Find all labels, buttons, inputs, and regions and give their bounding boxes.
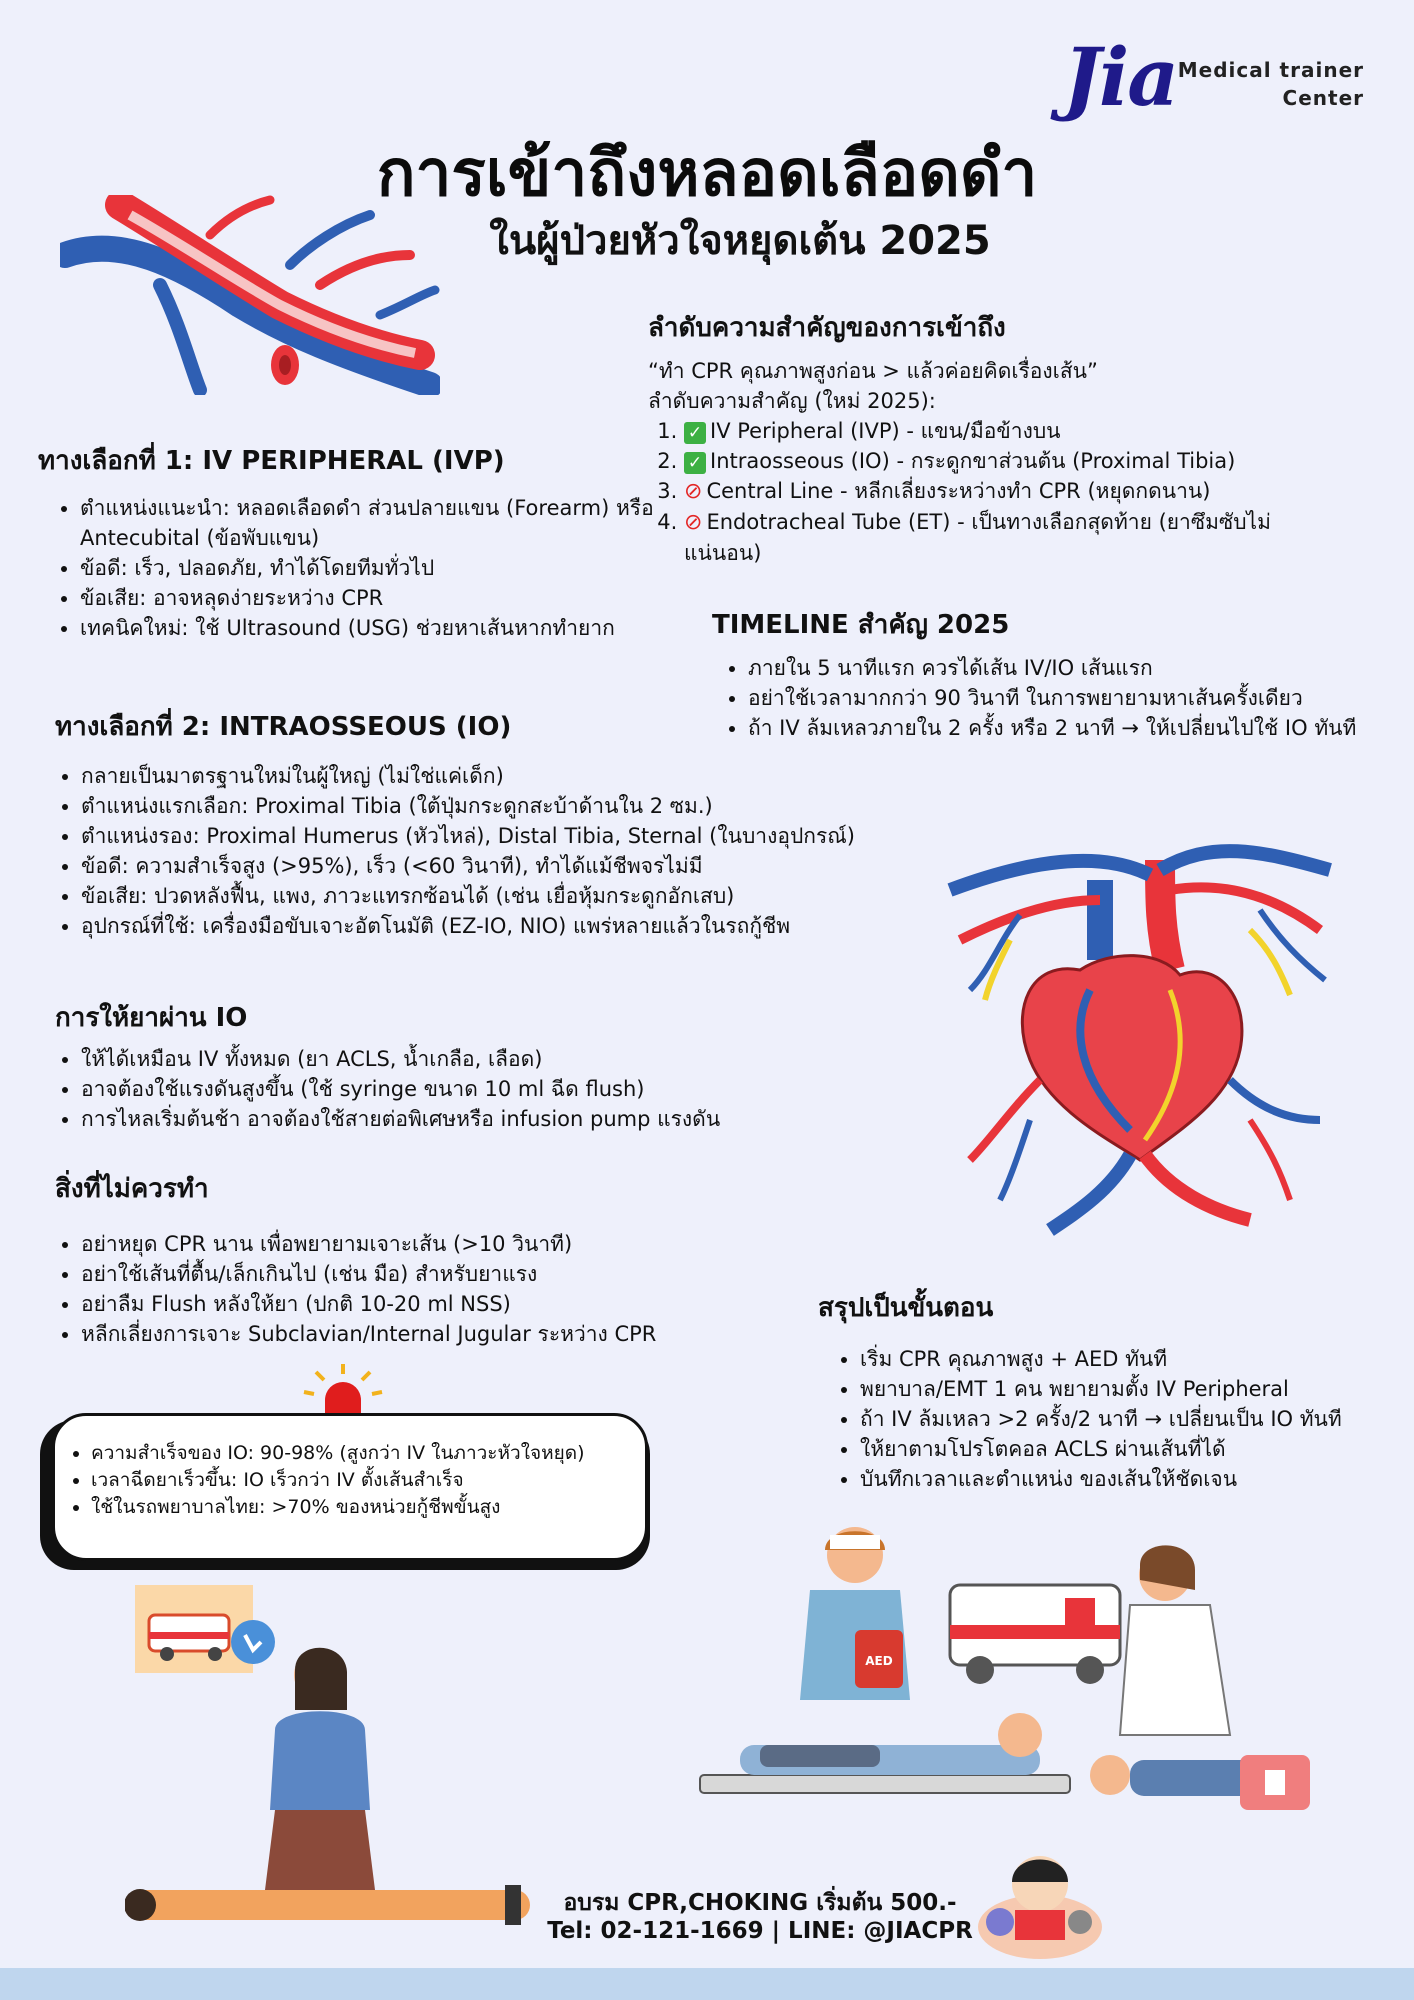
stats-list	[55, 1440, 645, 1521]
list-item: • ข้อดี: ความสำเร็จสูง (>95%), เร็ว (<60 วินาที), ทำได้แม้ชีพจรไม่มี	[81, 851, 885, 881]
logo-subtitle	[1172, 56, 1364, 112]
list-item: • เทคนิคใหม่: ใช้ Ultrasound (USG) ช่วยหาเส้นหากทำยาก	[80, 613, 658, 643]
summary-heading: สรุปเป็นขั้นตอน	[818, 1293, 994, 1323]
heart-illustration	[930, 820, 1350, 1240]
logo-line-1: Medical trainer	[1177, 58, 1364, 82]
list-item: • เวลาฉีดยาเร็วขึ้น: IO เร็วกว่า IV ตั้งเส้นสำเร็จ	[91, 1467, 645, 1494]
list-item: 4. ⊘ Endotracheal Tube (ET) - เป็นทางเลือกสุดท้าย (ยาซึมซับไม่แน่นอน)	[684, 507, 1324, 568]
list-item: • ข้อเสีย: อาจหลุดง่ายระหว่าง CPR	[80, 583, 658, 613]
io-meds-section	[55, 997, 815, 1134]
list-item: • การไหลเริ่มต้นช้า อาจต้องใช้สายต่อพิเศษหรือ infusion pump แรงดัน	[81, 1104, 815, 1134]
option2-list	[55, 761, 885, 941]
list-item: • ตำแหน่งแรกเลือก: Proximal Tibia (ใต้ปุ่มกระดูกสะบ้าด้านใน 2 ซม.)	[81, 791, 885, 821]
cpr-aed-illustration	[690, 1520, 1340, 1820]
list-item: • ข้อดี: เร็ว, ปลอดภัย, ทำได้โดยทีมทั่วไป	[80, 553, 658, 583]
emergency-call-illustration	[125, 1580, 545, 1940]
list-item: • หลีกเลี่ยงการเจาะ Subclavian/Internal Jugular ระหว่าง CPR	[81, 1319, 815, 1349]
aed-label: AED	[865, 1654, 893, 1668]
option2-heading: ทางเลือกที่ 2: INTRAOSSEOUS (IO)	[55, 712, 512, 742]
list-item: • อย่าหยุด CPR นาน เพื่อพยายามเจาะเส้น (>10 วินาที)	[81, 1229, 815, 1259]
timeline-heading: TIMELINE สำคัญ 2025	[712, 610, 1010, 640]
contact-line-1: อบรม CPR,CHOKING เริ่มต้น 500.-	[563, 1890, 957, 1916]
summary-list	[818, 1344, 1398, 1494]
option1-list	[38, 493, 658, 643]
list-item: • ภายใน 5 นาทีแรก ควรได้เส้น IV/IO เส้นแรก	[748, 653, 1402, 683]
vein-illustration	[60, 195, 440, 395]
list-item: • อย่าใช้เวลามากกว่า 90 วินาที ในการพยายามหาเส้นครั้งเดียว	[748, 683, 1402, 713]
priority-quote: “ทำ CPR คุณภาพสูงก่อน > แล้วค่อยคิดเรื่องเส้น”	[648, 359, 1098, 383]
donts-heading: สิ่งที่ไม่ควรทำ	[55, 1174, 209, 1204]
donts-list	[55, 1229, 815, 1349]
logo-line-2: Center	[1282, 86, 1364, 110]
summary-section	[818, 1287, 1398, 1494]
mascot-illustration	[975, 1842, 1105, 1960]
list-item: 3. ⊘ Central Line - หลีกเลี่ยงระหว่างทำ CPR (หยุดกดนาน)	[684, 476, 1388, 507]
io-meds-list	[55, 1044, 815, 1134]
list-item: • อย่าใช้เส้นที่ตื้น/เล็กเกินไป (เช่น มือ) สำหรับยาแรง	[81, 1259, 815, 1289]
list-item: 1. ✓ IV Peripheral (IVP) - แขน/มือข้างบน	[684, 416, 1388, 446]
priority-intro: ลำดับความสำคัญ (ใหม่ 2025):	[648, 389, 936, 413]
option1-section	[38, 440, 658, 643]
list-item: • กลายเป็นมาตรฐานใหม่ในผู้ใหญ่ (ไม่ใช่แค่เด็ก)	[81, 761, 885, 791]
list-item: • ใช้ในรถพยาบาลไทย: >70% ของหน่วยกู้ชีพขั้นสูง	[91, 1494, 645, 1521]
contact-line-2: Tel: 02-121-1669 | LINE: @JIACPR	[547, 1918, 973, 1944]
option2-section	[55, 706, 885, 941]
check-icon: ✓	[684, 452, 706, 474]
priority-list	[648, 416, 1388, 568]
list-item: • อาจต้องใช้แรงดันสูงขึ้น (ใช้ syringe ขนาด 10 ml ฉีด flush)	[81, 1074, 815, 1104]
list-item: • ถ้า IV ล้มเหลว >2 ครั้ง/2 นาที → เปลี่ยนเป็น IO ทันที	[860, 1404, 1398, 1434]
check-icon: ✓	[684, 422, 706, 444]
list-item: • ให้ได้เหมือน IV ทั้งหมด (ยา ACLS, น้ำเกลือ, เลือด)	[81, 1044, 815, 1074]
list-item: • บันทึกเวลาและตำแหน่ง ของเส้นให้ชัดเจน	[860, 1464, 1398, 1494]
list-item: • อุปกรณ์ที่ใช้: เครื่องมือขับเจาะอัตโนมัติ (EZ-IO, NIO) แพร่หลายแล้วในรถกู้ชีพ	[81, 911, 885, 941]
stats-bubble	[52, 1413, 648, 1561]
logo-wordmark: Jia	[1063, 30, 1178, 124]
list-item: • ตำแหน่งรอง: Proximal Humerus (หัวไหล่), Distal Tibia, Sternal (ในบางอุปกรณ์)	[81, 821, 885, 851]
priority-section	[648, 307, 1388, 568]
footer-bar	[0, 1968, 1414, 2000]
list-item: • อย่าลืม Flush หลังให้ยา (ปกติ 10-20 ml NSS)	[81, 1289, 815, 1319]
option1-heading: ทางเลือกที่ 1: IV PERIPHERAL (IVP)	[38, 446, 505, 476]
list-item: • ให้ยาตามโปรโตคอล ACLS ผ่านเส้นที่ได้	[860, 1434, 1398, 1464]
donts-section	[55, 1168, 815, 1349]
list-item: • เริ่ม CPR คุณภาพสูง + AED ทันที	[860, 1344, 1398, 1374]
page-subtitle: ในผู้ป่วยหัวใจหยุดเต้น 2025	[489, 218, 991, 264]
list-item: • ถ้า IV ล้มเหลวภายใน 2 ครั้ง หรือ 2 นาที → ให้เปลี่ยนไปใช้ IO ทันที	[748, 713, 1402, 743]
prohibited-icon: ⊘	[684, 479, 703, 504]
list-item: • ความสำเร็จของ IO: 90-98% (สูงกว่า IV ในภาวะหัวใจหยุด)	[91, 1440, 645, 1467]
list-item: • ตำแหน่งแนะนำ: หลอดเลือดดำ ส่วนปลายแขน (Forearm) หรือ Antecubital (ข้อพับแขน)	[80, 493, 658, 553]
io-meds-heading: การให้ยาผ่าน IO	[55, 1003, 248, 1033]
list-item: 2. ✓ Intraosseous (IO) - กระดูกขาส่วนต้น (Proximal Tibia)	[684, 446, 1388, 476]
list-item: • ข้อเสีย: ปวดหลังฟื้น, แพง, ภาวะแทรกซ้อนได้ (เช่น เยื่อหุ้มกระดูกอักเสบ)	[81, 881, 885, 911]
priority-heading: ลำดับความสำคัญของการเข้าถึง	[648, 313, 1006, 343]
list-item: • พยาบาล/EMT 1 คน พยายามตั้ง IV Peripheral	[860, 1374, 1398, 1404]
page-title: การเข้าถึงหลอดเลือดดำ	[376, 137, 1038, 211]
prohibited-icon: ⊘	[684, 510, 703, 535]
